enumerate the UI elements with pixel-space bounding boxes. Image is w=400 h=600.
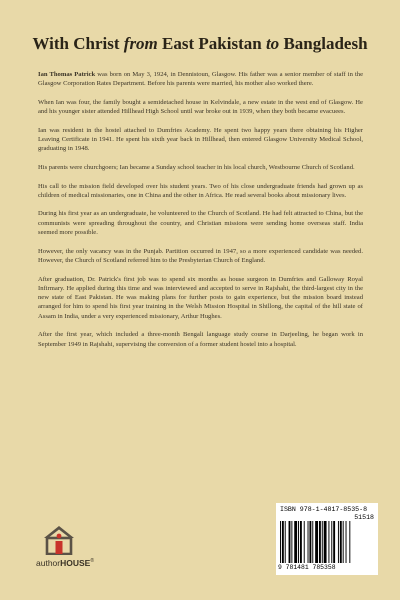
title-to: to	[265, 34, 280, 53]
paragraph: However, the only vacancy was in the Punjab. Partition occurred in 1947, so a more experienced candidate was needed. However, the Church of Scotland referred him to the Presbyterian Church of England.	[38, 247, 363, 264]
paragraph: His parents were churchgoers; Ian became a Sunday school teacher in his local church, Westbourne Church of Scotland.	[38, 163, 355, 171]
title-part-1: With Christ	[32, 34, 124, 53]
price-code: 51518	[354, 514, 374, 521]
paragraph: During his first year as an undergraduate, he volunteered to the Church of Scotland. He had felt attracted to China, but the communists were spreading throughout the country, and Christian missions were sending home overseas staff. India seemed more possible.	[38, 210, 363, 237]
authorhouse-icon	[43, 525, 75, 555]
publisher-logo	[36, 525, 95, 595]
publisher-name-part1: author	[36, 558, 61, 568]
author-name: Ian Thomas Patrick	[38, 71, 96, 78]
paragraph: When Ian was four, the family bought a semidetached house in Kelvindale, a new estate in the west end of Glasgow. He and his younger sister attended Hillhead High School until war broke out in 1939, when they both became evacuees.	[38, 98, 363, 116]
publisher-name	[36, 558, 94, 568]
paragraph: His call to the mission field developed over his student years. Two of his close undergraduate friends had grown up as children of medical missionaries, one in China and the other in Africa. He read several books about missionary lives.	[38, 182, 363, 199]
paragraph-text: was born on May 3, 1924, in Dennistoun, Glasgow. His father was a senior member of staff in the Glasgow Corporation Rates Department. Before his parents were married, his mother also worked there.	[38, 71, 363, 88]
barcode-digits: 9 781481 785358	[278, 564, 336, 571]
paragraph	[38, 70, 363, 89]
title-part-2: East Pakistan	[157, 34, 266, 53]
blurb	[38, 70, 363, 358]
book-title	[0, 34, 400, 54]
title-part-3: Bangladesh	[279, 34, 368, 53]
title-from: from	[123, 34, 158, 53]
paragraph: After graduation, Dr. Patrick's first job was to spend six months as house surgeon in Dumfries and Galloway Royal Infirmary. He applied during this time and was interviewed and accepted to serve in Rajshahi, the third-largest city in the new state of East Pakistan. He was making plans for further posts to gain experience, but the mission board instead arranged for him to spend his first year training in the Welsh Mission Hospital in Shillong, the capital of the hill state of Assam in India, under a very experienced missionary, Arthur Hughes.	[38, 275, 363, 320]
isbn-text: ISBN 978-1-4817-8535-8	[280, 506, 368, 513]
barcode-bars	[280, 521, 374, 563]
paragraph: Ian was resident in the hostel attached to Dumfries Academy. He spent two happy years there obtaining his Higher Leaving Certificate in 1941. He spent his sixth year back in Hillhead, then entered Glasgow University Medical School, graduating in 1948.	[38, 126, 363, 153]
registered-mark: ®	[90, 558, 95, 564]
publisher-name-part2: HOUSE	[60, 558, 91, 568]
isbn-barcode	[276, 503, 378, 575]
paragraph: After the first year, which included a three-month Bengali language study course in Darjeeling, he began work in September 1949 in Rajshahi, supervising the conversion of a former student hostel into a hospital.	[38, 331, 363, 348]
